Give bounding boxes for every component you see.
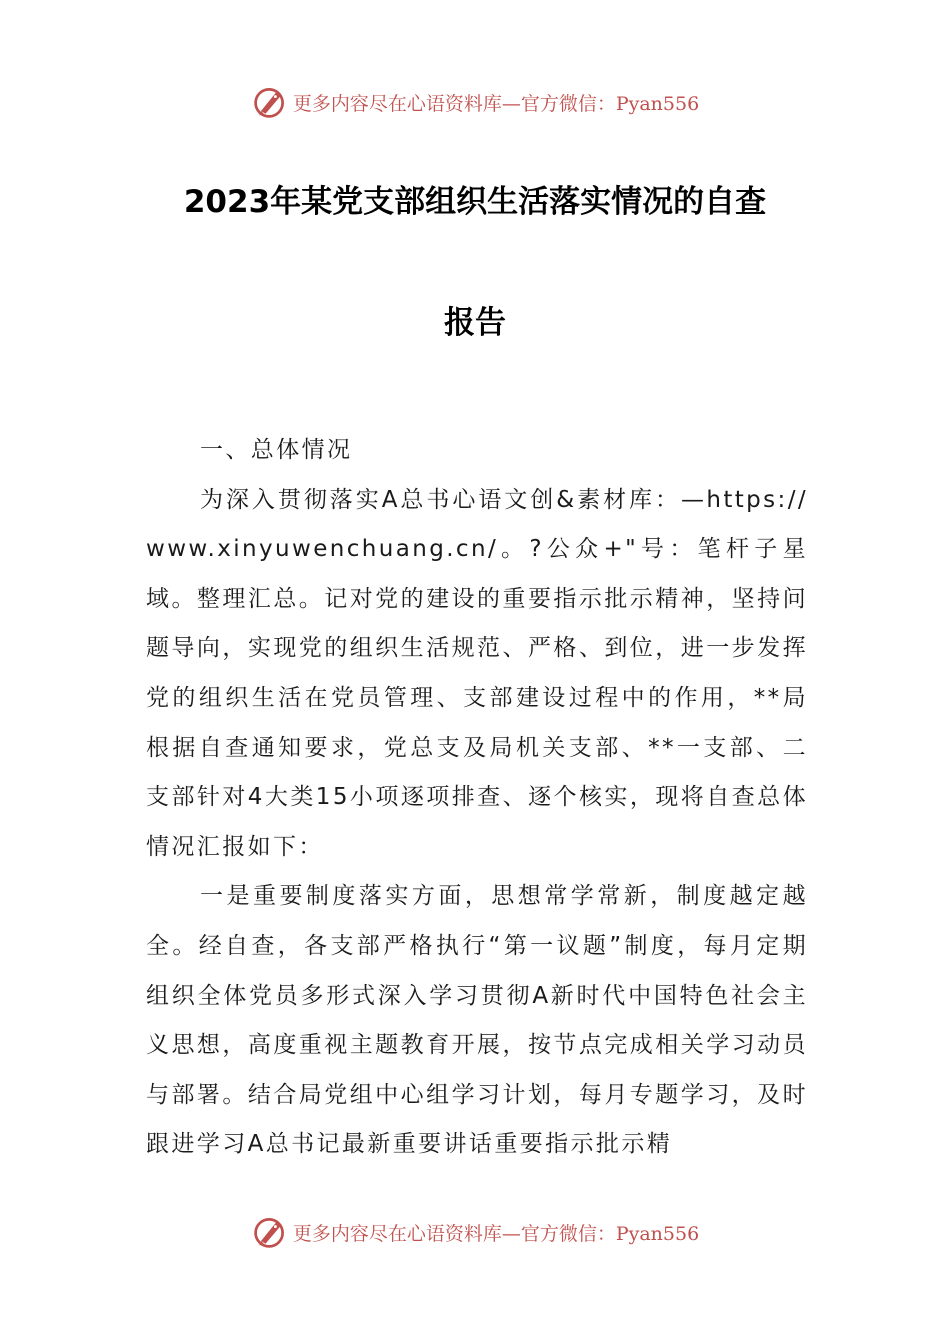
- document-title-continued: 报告: [444, 305, 506, 341]
- watermark-text: 更多内容尽在心语资料库—官方微信：Pyan556: [292, 92, 700, 115]
- section-heading: 一、总体情况: [200, 437, 353, 463]
- pen-nib-logo-icon: [251, 84, 289, 120]
- watermark-footer: [0, 1212, 950, 1252]
- watermark-header: [0, 82, 950, 122]
- watermark-text: 更多内容尽在心语资料库—官方微信：Pyan556: [292, 1222, 700, 1245]
- pen-nib-logo-icon: [251, 1214, 289, 1250]
- paragraph: 一是重要制度落实方面，思想常学常新，制度越定越全。经自查，各支部严格执行“第一议题”制度，每月定期组织全体党员多形式深入学习贯彻A新时代中国特色社会主义思想，高度重视主题教育开展，按节点完成相关学习动员与部署。结合局党组中心组学习计划，每月专题学习，及时跟进学习A总书记最新重要讲话重要指示批示精: [146, 883, 808, 1158]
- document-title: 2023年某党支部组织生活落实情况的自查: [183, 184, 767, 220]
- document-body: [146, 426, 808, 1170]
- paragraph: 为深入贯彻落实A总书心语文创&素材库：—https://www.xinyuwenchuang.cn/。?公众+"号：笔杆子星域。整理汇总。记对党的建设的重要指示批示精神，坚持问题导向，实现党的组织生活规范、严格、到位，进一步发挥党的组织生活在党员管理、支部建设过程中的作用，**局根据自查通知要求，党总支及局机关支部、**一支部、二支部针对4大类15小项逐项排查、逐个核实，现将自查总体情况汇报如下：: [146, 486, 808, 860]
